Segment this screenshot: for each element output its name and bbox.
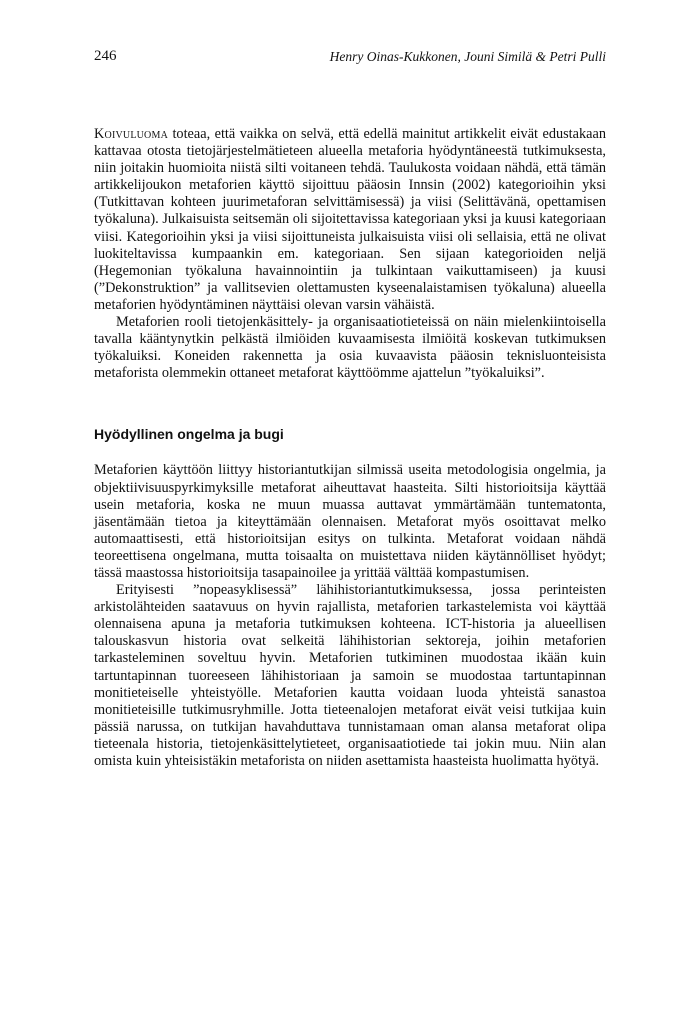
author-name-smallcaps: Koivuluoma <box>94 126 168 142</box>
body-text <box>94 126 606 770</box>
running-header <box>94 48 606 70</box>
running-title: Henry Oinas-Kukkonen, Jouni Similä & Petri Pulli <box>329 49 606 64</box>
page <box>94 48 606 770</box>
page-number: 246 <box>94 48 117 64</box>
section-heading: Hyödyllinen ongelma ja bugi <box>94 426 284 443</box>
paragraph-recent-history: Erityisesti ”nopeasyklisessä” lähihistoriantutkimuksessa, jossa perinteisten arkistolähteiden saatavuus on hyvin rajallista, metaforien tarkastelemista voi käyttää olennaisena apuna ja metaforia tutkimuksen kohteena. ICT-historia ja alueellisen talouskasvun historia ovat selkeitä lähihistorian sektoreja, joihin metaforien tarkasteleminen soveltuu hyvin. Metaforien tutkiminen muodostaa ikään kuin tartuntapinnan tuoreeseen lähihistoriaan ja samoin se muodostaa tartuntapinnan monitieteiselle yhteistyölle. Metaforien kautta voidaan luoda yhteistä sanastoa monitieteisille tutkimusryhmille. Jotta tieteenalojen metaforat eivät veisi tutkijaa kuin pässiä narussa, on tutkijan havahduttava tunnistamaan oman alansa metaforat olipa tieteenala historia, tietojenkäsittelytieteet, organisaatiotiede tai jokin muu. Niin alan omista kuin yhteisistäkin metaforista on niiden asettamista haasteista huolimatta hyötyä. <box>94 582 606 769</box>
paragraph-historian-metaphors: Metaforien käyttöön liittyy historiantutkijan silmissä useita metodologisia ongelmia, ja objektiivisuuspyrkimyksille metaforat aiheuttavat haasteita. Silti historioitsija käyttää usein metaforia, koska ne muun muassa auttavat ymmärtämään tuntematonta, jäsentämään tietoa ja kiteyttämään olennaisen. Metaforat myös osoittavat melko automaattisesti, että historioitsijan esitys on tulkinta. Metaforat voidaan nähdä teoreettisena ongelmana, mutta toisaalta on muistettava niiden käytännölliset hyödyt; tässä maastossa historioitsija tasapainoilee ja yrittää välttää kompastumisen. <box>94 462 606 581</box>
paragraph-text: toteaa, että vaikka on selvä, että edellä mainitut artikkelit eivät edustakaan kattavaa otosta tietojärjestelmätieteen alueella metaforia hyödyntäneestä tutkimuksesta, niin joitakin huomioita niistä silti voitaneen tehdä. Taulukosta voidaan nähdä, että tämän artikkelijoukon metaforien käyttö sijoittuu pääosin Innsin (2002) kategorioihin yksi (Tutkittavan kohteen juurimetaforan selvittämisessä) ja viisi (Selittävänä, opettamisen työkaluna). Julkaisuista seitsemän oli sijoitettavissa kategoriaan yksi ja kuusi kategoriaan viisi. Kategorioihin yksi ja viisi sijoittuneista julkaisuista viisi oli sellaisia, että ne olivat luokiteltavissa kumpaankin em. kategoriaan. Sen sijaan kategorioiden neljä (Hegemonian työkaluna havainnointiin ja tulkintaan vaikuttamiseen) ja kuusi (”Dekonstruktion” ja vallitsevien olettamusten kyseenalaistamisen työkaluna) alueella metaforien hyödyntäminen näyttäisi olevan varsin vähäistä. <box>94 126 606 313</box>
paragraph-metaphor-role: Metaforien rooli tietojenkäsittely- ja organisaatiotieteissä on näin mielenkiintoisella tavalla kääntynytkin pelkästä ilmiöiden kuvaamisesta ilmiöitä koskevan tutkimuksen työkaluiksi. Koneiden rakennetta ja osia kuvaavista pääosin teknisluonteisista metaforista olemmekin ottaneet metaforat käyttöömme ajattelun ”työkaluiksi”. <box>94 314 606 382</box>
paragraph-koivuluoma <box>94 126 606 314</box>
